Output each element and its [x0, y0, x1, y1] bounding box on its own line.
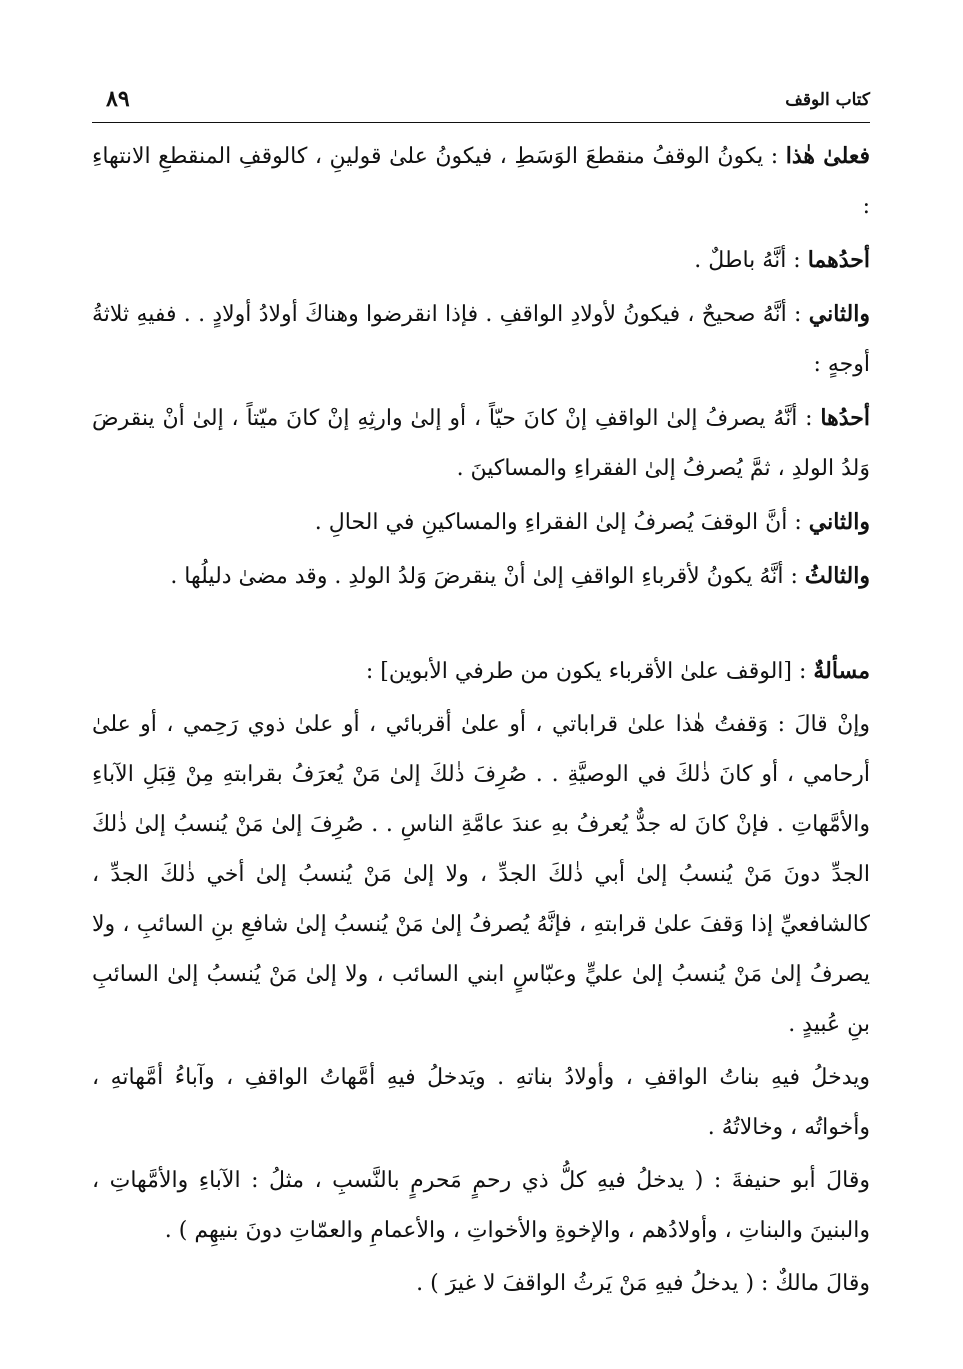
- paragraph-text: : أنَّهُ صحيحٌ ، فيكونُ لأولادِ الواقفِ . فإذا انقرضوا وهناكَ أولادُ أولادٍ . . ففيهِ ثلاثةُ أوجهٍ :: [92, 302, 870, 377]
- paragraph: [92, 1156, 870, 1256]
- paragraph: [92, 1259, 870, 1309]
- section-heading-lead: مسألةٌ: [813, 658, 870, 684]
- section-heading: [92, 646, 870, 697]
- paragraph-text: وإنْ قالَ : وَقفتُ هٰذا علىٰ قراباتي ، أو علىٰ أقربائي ، أو علىٰ ذوي رَحِمي ، أو علىٰ أرحامي ، أو كانَ ذٰلكَ في الوصيَّةِ . . صُرِفَ ذٰلكَ إلىٰ مَنْ يُعرَفُ بقرابتهِ مِنْ قِبَلِ الآباءِ والأمَّهاتِ . فإنْ كانَ له جدٌّ يُعرفُ بهِ عندَ عامَّةِ الناسِ . . صُرِفَ إلىٰ مَنْ يُنسبُ إلىٰ ذٰلكَ الجدِّ دونَ مَنْ يُنسبُ إلىٰ أبي ذٰلكَ الجدِّ ، ولا إلىٰ مَنْ يُنسبُ إلىٰ أخي ذٰلكَ الجدِّ ، كالشافعيِّ إذا وَقفَ علىٰ قرابتهِ ، فإنَّهُ يُصرفُ إلىٰ مَنْ يُنسبُ إلىٰ شافعِ بنِ السائبِ ، ولا يصرفُ إلىٰ مَنْ يُنسبُ إلىٰ عليٍّ وعبّاسٍ ابني السائب ، ولا إلىٰ مَنْ يُنسبُ إلىٰ السائبِ بنِ عُبيدٍ .: [92, 712, 870, 1037]
- page: [92, 84, 870, 1309]
- paragraph: [92, 551, 870, 602]
- paragraph: [92, 235, 870, 286]
- section-heading-text: : [الوقف علىٰ الأقرباء يكون من طرفي الأبوين] :: [365, 659, 814, 684]
- paragraph-text: : يكونُ الوقفُ منقطعَ الوَسَطِ ، فيكونُ علىٰ قولينِ ، كالوقفِ المنقطعِ الانتهاءِ :: [92, 144, 870, 219]
- paragraph-text: ويدخلُ فيهِ بناتُ الواقفِ ، وأولادُ بناتهِ . ويَدخلُ فيهِ أمَّهاتُ الواقفِ ، وآباءُ أمَّهاتهِ ، وأخواتُه ، وخالاتُهُ .: [92, 1065, 870, 1140]
- paragraph: [92, 289, 870, 390]
- paragraph: [92, 131, 870, 232]
- paragraph-text: : أنَّ الوقفَ يُصرفُ إلىٰ الفقراءِ والمساكينِ في الحالِ .: [314, 510, 809, 535]
- paragraph-lead: والثاني: [808, 509, 870, 535]
- paragraph-text: : أنَّهُ يكونُ لأقرباءِ الواقفِ إلىٰ أنْ ينقرضَ وَلدُ الولدِ . وقد مضىٰ دليلُها .: [170, 564, 805, 589]
- paragraph-lead: والثالثُ: [804, 563, 870, 589]
- paragraph-text: : أنَّهُ باطلٌ .: [694, 248, 808, 273]
- paragraph-text: وقالَ مالكٌ : ( يدخلُ فيهِ مَنْ يَرثُ الواقفَ لا غيرَ ) .: [416, 1271, 870, 1296]
- paragraph-text: : أنَّهُ يصرفُ إلىٰ الواقفِ إنْ كانَ حيّاً ، أو إلىٰ وارثِهِ إنْ كانَ ميّتاً ، إلىٰ أنْ ينقرضَ وَلدُ الولدِ ، ثمَّ يُصرفُ إلىٰ الفقراءِ والمساكينَ .: [92, 406, 870, 481]
- paragraph-lead: أحدُها: [820, 405, 870, 431]
- page-header: [92, 84, 870, 123]
- book-title: كتاب الوقف: [785, 90, 870, 110]
- paragraph-lead: أحدُهما: [807, 247, 870, 273]
- paragraph-lead: فعلىٰ هٰذا: [785, 143, 871, 169]
- paragraph: [92, 700, 870, 1050]
- paragraph: [92, 393, 870, 494]
- paragraph: [92, 1053, 870, 1153]
- page-body: [92, 131, 870, 1309]
- paragraph-text: وقالَ أبو حنيفةَ : ( يدخلُ فيهِ كلُّ ذي رحمٍ مَحرمٍ بالنَّسبِ ، مثلُ : الآباءِ والأمَّهاتِ ، والبنينَ والبناتِ ، وأولادُهم ، والإخوةِ والأخواتِ ، والأعمامِ والعمّاتِ دونَ بنيهِم ) .: [92, 1168, 870, 1243]
- paragraph: [92, 497, 870, 548]
- paragraph-lead: والثاني: [808, 301, 870, 327]
- page-number: ٨٩: [106, 86, 130, 112]
